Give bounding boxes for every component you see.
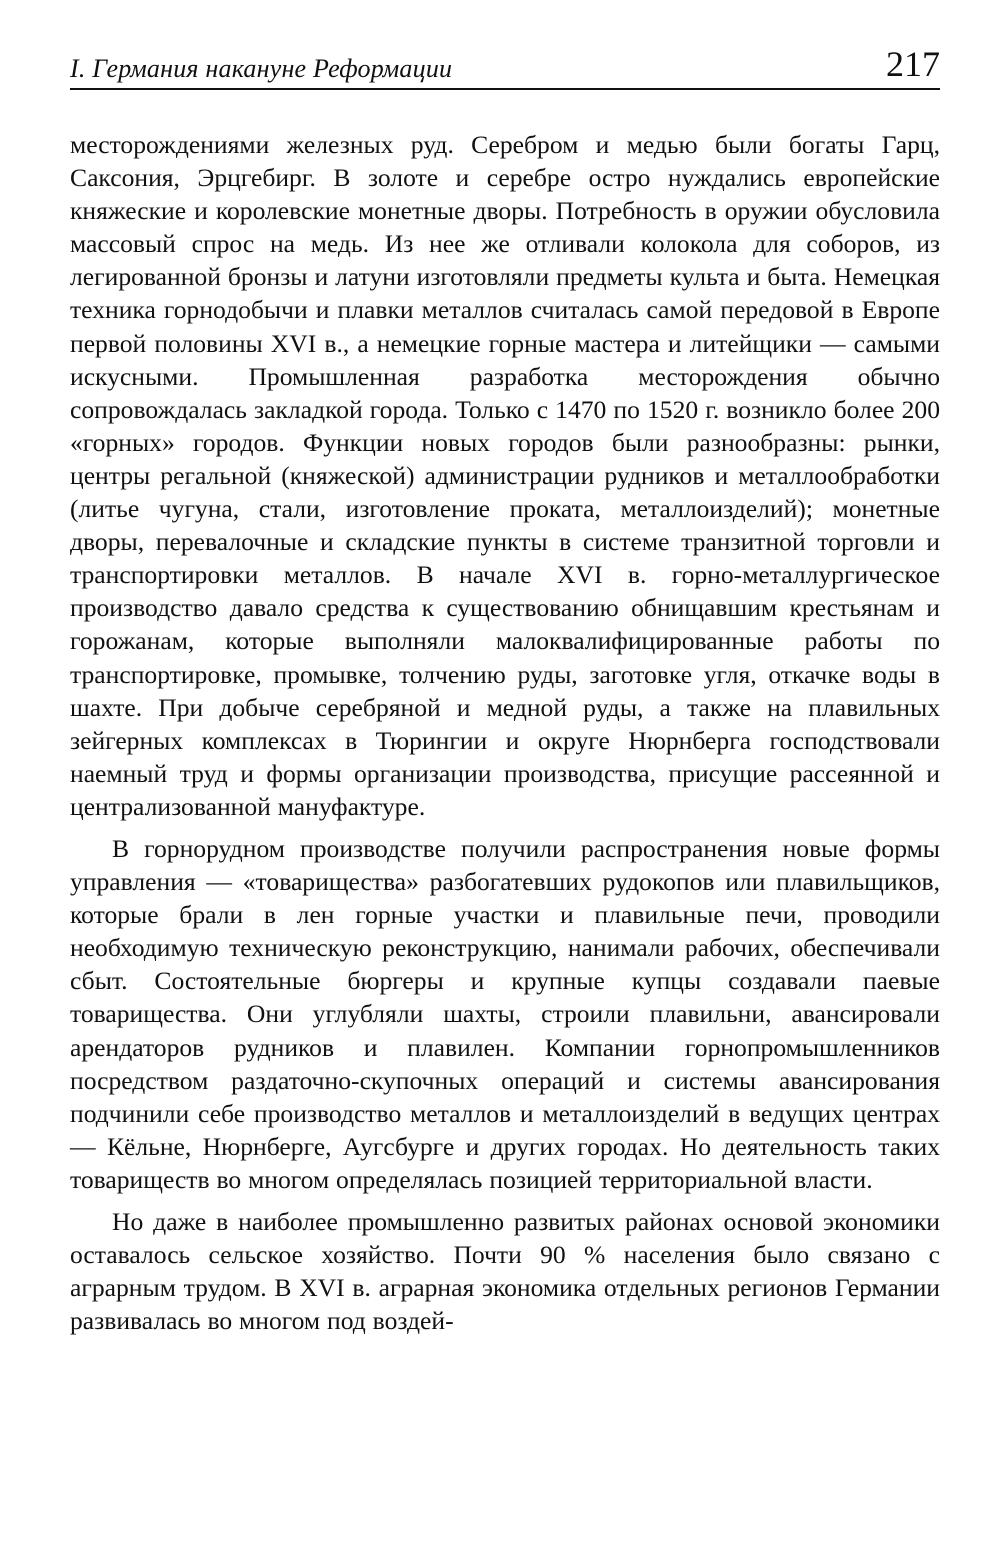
- paragraph-3: Но даже в наиболее промышленно развитых районах основой экономики оставалось сельское хозяйство. Почти 90 % населения было связано с аграрным трудом. В XVI в. аграрная экономика отдельных регионов Германии развивалась во многом под воздей-: [70, 1207, 940, 1336]
- paragraph-2: В горнорудном производстве получили распространения новые формы управления — «товарищества» разбогатевших рудокопов или плавильщиков, которые брали в лен горные участки и плавильные печи, проводили необходимую техническую реконструкцию, нанимали рабочих, обеспечивали сбыт. Состоятельные бюргеры и крупные купцы создавали паевые товарищества. Они углубляли шахты, строили плавильни, авансировали арендаторов рудников и плавилен. Компании горнопромышленников посредством раздаточно-скупочных операций и системы авансирования подчинили себе производство металлов и металлоизделий в ведущих центрах — Кёльне, Нюрнберге, Аугсбурге и других городах. Но деятельность таких товариществ во многом определялась позицией территориальной власти.: [70, 833, 940, 1194]
- running-header: [70, 30, 940, 90]
- paragraph-1: месторождениями железных руд. Серебром и медью были богаты Гарц, Саксония, Эрцгебирг. В золоте и серебре остро нуждались европейские княжеские и королевские монетные дворы. Потребность в оружии обусловила массовый спрос на медь. Из нее же отливали колокола для соборов, из легированной бронзы и латуни изготовляли предметы культа и быта. Немецкая техника горнодобычи и плавки металлов считалась самой передовой в Европе первой половины XVI в., а немецкие горные мастера и литейщики — самыми искусными. Промышленная разработка месторождения обычно сопровождалась закладкой города. Только с 1470 по 1520 г. возникло более 200 «горных» городов. Функции новых городов были разнообразны: рынки, центры регальной (княжеской) администрации рудников и металлообработки (литье чугуна, стали, изготовление проката, металлоизделий); монетные дворы, перевалочные и складские пункты в системе транзитной торговли и транспортировки металлов. В начале XVI в. горно-металлургическое производство давало средства к существованию обнищавшим крестьянам и горожанам, которые выполняли малоквалифицированные работы по транспортировке, промывке, толчению руды, заготовке угля, откачке воды в шахте. При добыче серебряной и медной руды, а также на плавильных зейгерных комплексах в Тюрингии и округе Нюрнберга господствовали наемный труд и формы организации производства, присущие рассеянной и централизованной мануфактуре.: [70, 130, 940, 821]
- page-number: 217: [886, 44, 940, 84]
- body-text: [70, 128, 940, 1337]
- running-title: I. Германия накануне Реформации: [70, 54, 453, 83]
- book-page: [70, 30, 940, 1346]
